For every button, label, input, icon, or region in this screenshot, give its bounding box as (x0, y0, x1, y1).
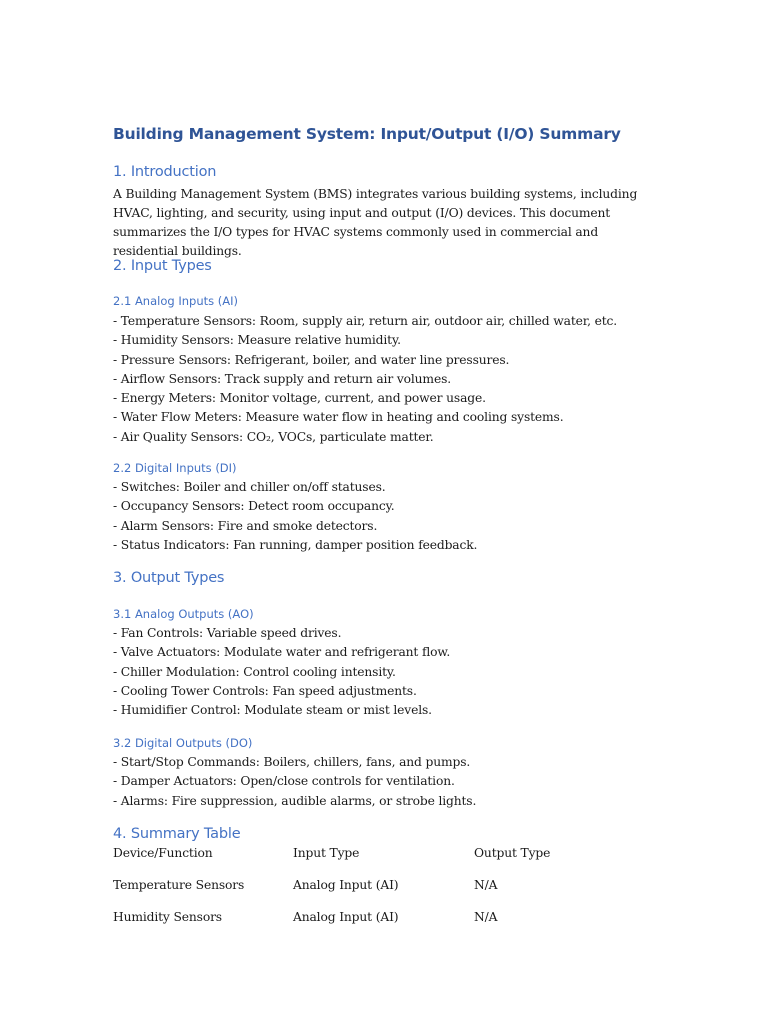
output-types-heading: 3. Output Types (113, 570, 225, 586)
introduction-heading: 1. Introduction (113, 164, 217, 180)
table-cell: N/A (474, 878, 498, 892)
list-item: - Humidifier Control: Modulate steam or mist levels. (113, 703, 432, 718)
list-item: - Occupancy Sensors: Detect room occupancy. (113, 499, 395, 514)
list-item: - Water Flow Meters: Measure water flow in heating and cooling systems. (113, 410, 564, 425)
list-item: - Status Indicators: Fan running, damper position feedback. (113, 537, 478, 552)
list-item: - Humidity Sensors: Measure relative humidity. (113, 333, 401, 348)
list-item: - Valve Actuators: Modulate water and refrigerant flow. (113, 645, 451, 660)
table-cell: Temperature Sensors (113, 878, 245, 892)
introduction-paragraph: A Building Management System (BMS) integrates various building systems, including HVAC, lighting, and security, using input and output (I/O) devices. This document summarizes the I/O types for HVAC systems commonly used in commercial and residential buildings. (113, 187, 638, 258)
digital-inputs-list (113, 478, 477, 555)
table-cell: Analog Input (AI) (293, 878, 399, 892)
digital-inputs-heading: 2.2 Digital Inputs (DI) (113, 461, 237, 475)
list-item: - Alarm Sensors: Fire and smoke detectors. (113, 518, 378, 533)
list-item: - Airflow Sensors: Track supply and return air volumes. (113, 371, 451, 386)
table-header-row (113, 846, 673, 878)
list-item: - Switches: Boiler and chiller on/off statuses. (113, 480, 386, 494)
list-item: - Energy Meters: Monitor voltage, current, and power usage. (113, 391, 486, 406)
analog-outputs-heading: 3.1 Analog Outputs (AO) (113, 607, 254, 621)
table-cell: Humidity Sensors (113, 910, 222, 924)
table-cell: Analog Input (AI) (293, 910, 399, 924)
analog-inputs-list (113, 312, 617, 447)
analog-outputs-list (113, 624, 450, 720)
summary-table (113, 846, 673, 942)
document-title: Building Management System: Input/Output (I/O) Summary (113, 125, 621, 143)
list-item: - Alarms: Fire suppression, audible alarms, or strobe lights. (113, 793, 477, 808)
list-item: - Cooling Tower Controls: Fan speed adjustments. (113, 683, 417, 698)
list-item: - Chiller Modulation: Control cooling intensity. (113, 664, 396, 679)
analog-inputs-heading: 2.1 Analog Inputs (AI) (113, 294, 238, 308)
column-header-input-type: Input Type (293, 846, 360, 860)
digital-outputs-list (113, 753, 476, 811)
table-cell: N/A (474, 910, 498, 924)
column-header-output-type: Output Type (474, 846, 551, 860)
table-row (113, 878, 673, 910)
digital-outputs-heading: 3.2 Digital Outputs (DO) (113, 736, 253, 750)
table-row (113, 910, 673, 942)
list-item: - Temperature Sensors: Room, supply air, return air, outdoor air, chilled water, etc. (113, 314, 618, 328)
list-item: - Fan Controls: Variable speed drives. (113, 626, 342, 640)
list-item: - Air Quality Sensors: CO₂, VOCs, particulate matter. (113, 429, 434, 444)
input-types-heading: 2. Input Types (113, 258, 212, 274)
list-item: - Damper Actuators: Open/close controls for ventilation. (113, 774, 455, 789)
list-item: - Start/Stop Commands: Boilers, chillers, fans, and pumps. (113, 755, 471, 769)
summary-table-heading: 4. Summary Table (113, 826, 241, 842)
list-item: - Pressure Sensors: Refrigerant, boiler, and water line pressures. (113, 352, 510, 367)
column-header-device: Device/Function (113, 846, 213, 860)
